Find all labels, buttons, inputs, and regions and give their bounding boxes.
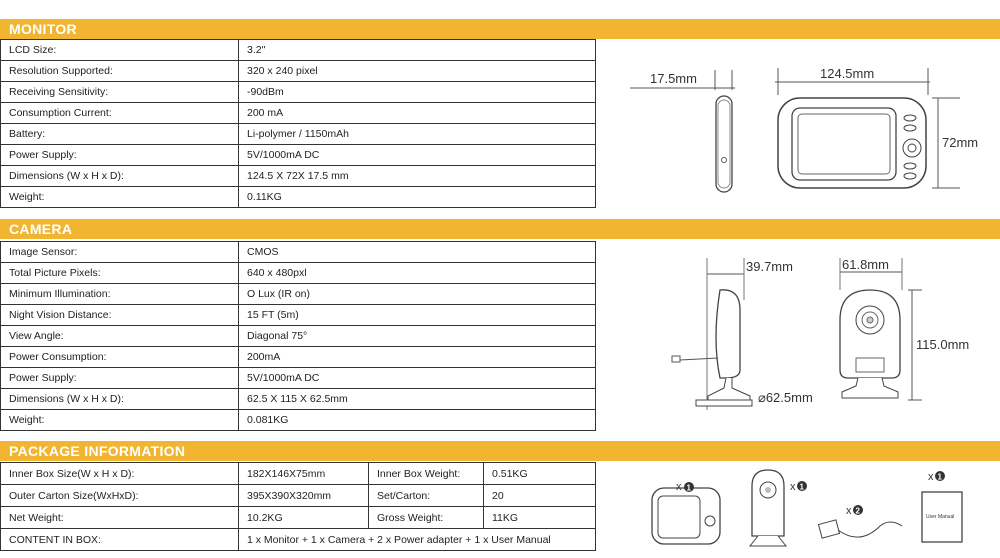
monitor-qty-num: 1 [686, 483, 691, 493]
spec-label: Dimensions (W x H x D): [1, 166, 239, 187]
camera-spec-row [1, 242, 596, 263]
spec-label: Weight: [1, 187, 239, 208]
camera-depth-label: 39.7mm [746, 259, 793, 274]
monitor-dimension-diagram [620, 60, 1000, 200]
content-in-box-label: CONTENT IN BOX: [1, 529, 239, 551]
adapter-qty-x: x [846, 505, 852, 517]
package-label-2: Gross Weight: [369, 507, 484, 529]
spec-label: LCD Size: [1, 40, 239, 61]
manual-cover-text: User Manual [926, 514, 955, 520]
camera-base-label: ⌀62.5mm [758, 390, 813, 405]
spec-value: 320 x 240 pixel [239, 61, 596, 82]
box-contents-illustration [640, 466, 1000, 556]
package-spec-table [0, 462, 596, 551]
camera-spec-row [1, 368, 596, 389]
camera-illustration [752, 470, 784, 536]
package-spec-row [1, 463, 596, 485]
spec-value: Li-polymer / 1150mAh [239, 124, 596, 145]
spec-label: Resolution Supported: [1, 61, 239, 82]
package-value-2: 0.51KG [484, 463, 596, 485]
monitor-width-label: 124.5mm [820, 66, 875, 81]
package-value: 10.2KG [239, 507, 369, 529]
camera-width-label: 61.8mm [842, 257, 889, 272]
monitor-spec-row [1, 40, 596, 61]
monitor-spec-row [1, 145, 596, 166]
power-adapter-illustration [818, 520, 839, 538]
monitor-spec-row [1, 103, 596, 124]
content-in-box-value: 1 x Monitor + 1 x Camera + 2 x Power adapter + 1 x User Manual [239, 529, 596, 551]
camera-spec-row [1, 326, 596, 347]
monitor-spec-row [1, 187, 596, 208]
package-label-2: Inner Box Weight: [369, 463, 484, 485]
spec-value: -90dBm [239, 82, 596, 103]
spec-label: Night Vision Distance: [1, 305, 239, 326]
spec-value: 200 mA [239, 103, 596, 124]
spec-label: Dimensions (W x H x D): [1, 389, 239, 410]
package-label: Outer Carton Size(WxHxD): [1, 485, 239, 507]
spec-label: Power Supply: [1, 368, 239, 389]
spec-label: Consumption Current: [1, 103, 239, 124]
camera-height-label: 115.0mm [916, 337, 970, 352]
camera-qty-num: 1 [799, 482, 804, 492]
package-value: 182X146X75mm [239, 463, 369, 485]
monitor-height-label: 72mm [942, 135, 979, 150]
camera-spec-row [1, 305, 596, 326]
camera-spec-row [1, 347, 596, 368]
monitor-spec-row [1, 124, 596, 145]
spec-value: 200mA [239, 347, 596, 368]
spec-value: 5V/1000mA DC [239, 368, 596, 389]
package-label: Net Weight: [1, 507, 239, 529]
camera-spec-table [0, 241, 596, 431]
package-value-2: 20 [484, 485, 596, 507]
spec-value: 15 FT (5m) [239, 305, 596, 326]
spec-label: Battery: [1, 124, 239, 145]
package-value-2: 11KG [484, 507, 596, 529]
spec-label: Power Supply: [1, 145, 239, 166]
spec-value: CMOS [239, 242, 596, 263]
package-spec-row [1, 507, 596, 529]
package-spec-row [1, 485, 596, 507]
spec-label: Image Sensor: [1, 242, 239, 263]
camera-spec-row [1, 410, 596, 431]
spec-value: 0.11KG [239, 187, 596, 208]
camera-spec-row [1, 284, 596, 305]
manual-qty-x: x [928, 471, 934, 483]
spec-label: View Angle: [1, 326, 239, 347]
adapter-qty-num: 2 [855, 506, 860, 516]
spec-value: 62.5 X 115 X 62.5mm [239, 389, 596, 410]
package-value: 395X390X320mm [239, 485, 369, 507]
spec-label: Total Picture Pixels: [1, 263, 239, 284]
monitor-qty-x: x [676, 481, 682, 493]
package-section-header: PACKAGE INFORMATION [0, 441, 1000, 461]
spec-value: 124.5 X 72X 17.5 mm [239, 166, 596, 187]
camera-section-header: CAMERA [0, 219, 1000, 239]
camera-spec-row [1, 263, 596, 284]
monitor-spec-row [1, 61, 596, 82]
camera-spec-row [1, 389, 596, 410]
spec-value: 640 x 480pxl [239, 263, 596, 284]
spec-value: 3.2" [239, 40, 596, 61]
monitor-depth-label: 17.5mm [650, 71, 697, 86]
camera-qty-x: x [790, 481, 796, 493]
monitor-spec-table [0, 39, 596, 208]
spec-value: 5V/1000mA DC [239, 145, 596, 166]
monitor-section-header: MONITOR [0, 19, 1000, 39]
package-label: Inner Box Size(W x H x D): [1, 463, 239, 485]
spec-label: Power Consumption: [1, 347, 239, 368]
spec-value: Diagonal 75° [239, 326, 596, 347]
monitor-spec-row [1, 166, 596, 187]
manual-qty-num: 1 [937, 472, 942, 482]
camera-dimension-diagram [660, 250, 1000, 420]
spec-label: Minimum Illumination: [1, 284, 239, 305]
spec-label: Receiving Sensitivity: [1, 82, 239, 103]
monitor-spec-row [1, 82, 596, 103]
package-label-2: Set/Carton: [369, 485, 484, 507]
spec-value: O Lux (IR on) [239, 284, 596, 305]
spec-value: 0.081KG [239, 410, 596, 431]
spec-label: Weight: [1, 410, 239, 431]
